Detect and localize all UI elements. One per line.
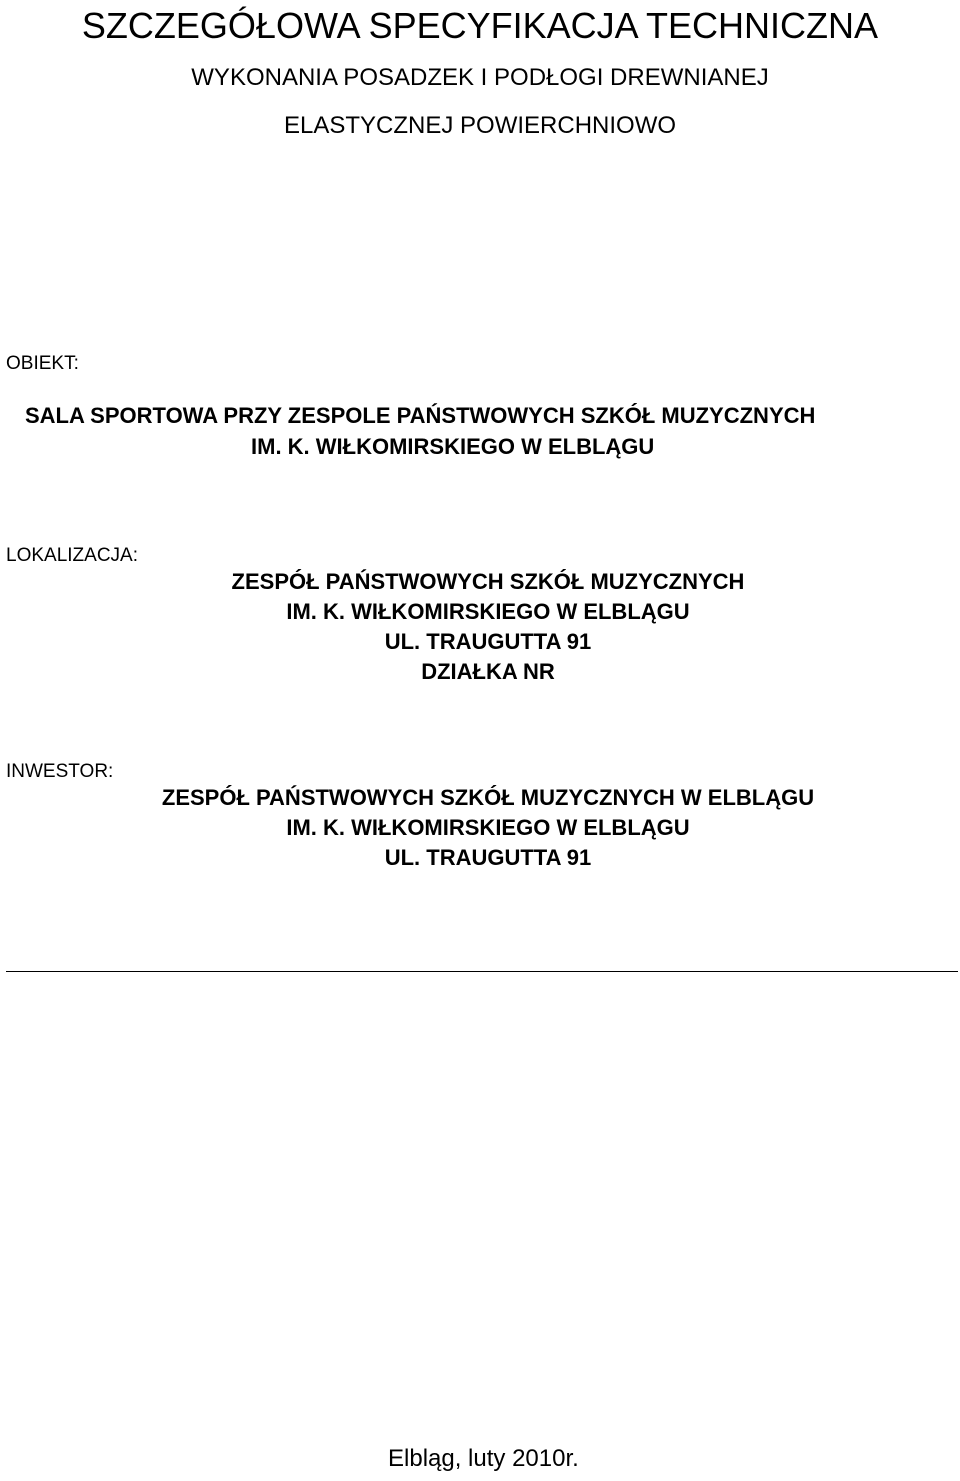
document-title: SZCZEGÓŁOWA SPECYFIKACJA TECHNICZNA xyxy=(81,5,879,46)
horizontal-rule xyxy=(6,971,958,972)
document-subtitle-line-1: WYKONANIA POSADZEK I PODŁOGI DREWNIANEJ xyxy=(191,64,769,91)
inwestor-line-3: UL. TRAUGUTTA 91 xyxy=(384,845,592,870)
lokalizacja-line-3: UL. TRAUGUTTA 91 xyxy=(384,629,592,654)
inwestor-address-block xyxy=(100,783,876,873)
obiekt-line-1: SALA SPORTOWA PRZY ZESPOLE PAŃSTWOWYCH SZKÓŁ MUZYCZNYCH xyxy=(25,403,816,428)
inwestor-line-1: ZESPÓŁ PAŃSTWOWYCH SZKÓŁ MUZYCZNYCH W ELBLĄGU xyxy=(161,785,815,810)
document-subtitle-line-2: ELASTYCZNEJ POWIERCHNIOWO xyxy=(283,112,677,139)
lokalizacja-line-4: DZIAŁKA NR xyxy=(421,659,555,684)
inwestor-label: INWESTOR: xyxy=(6,761,114,782)
inwestor-line-2: IM. K. WIŁKOMIRSKIEGO W ELBLĄGU xyxy=(286,815,690,840)
place-and-date: Elbląg, luty 2010r. xyxy=(388,1445,579,1472)
lokalizacja-label: LOKALIZACJA: xyxy=(6,545,138,566)
obiekt-label: OBIEKT: xyxy=(6,353,79,374)
lokalizacja-line-2: IM. K. WIŁKOMIRSKIEGO W ELBLĄGU xyxy=(286,599,690,624)
lokalizacja-address-block xyxy=(188,567,788,687)
lokalizacja-line-1: ZESPÓŁ PAŃSTWOWYCH SZKÓŁ MUZYCZNYCH xyxy=(231,569,745,594)
obiekt-line-2: IM. K. WIŁKOMIRSKIEGO W ELBLĄGU xyxy=(251,434,655,459)
